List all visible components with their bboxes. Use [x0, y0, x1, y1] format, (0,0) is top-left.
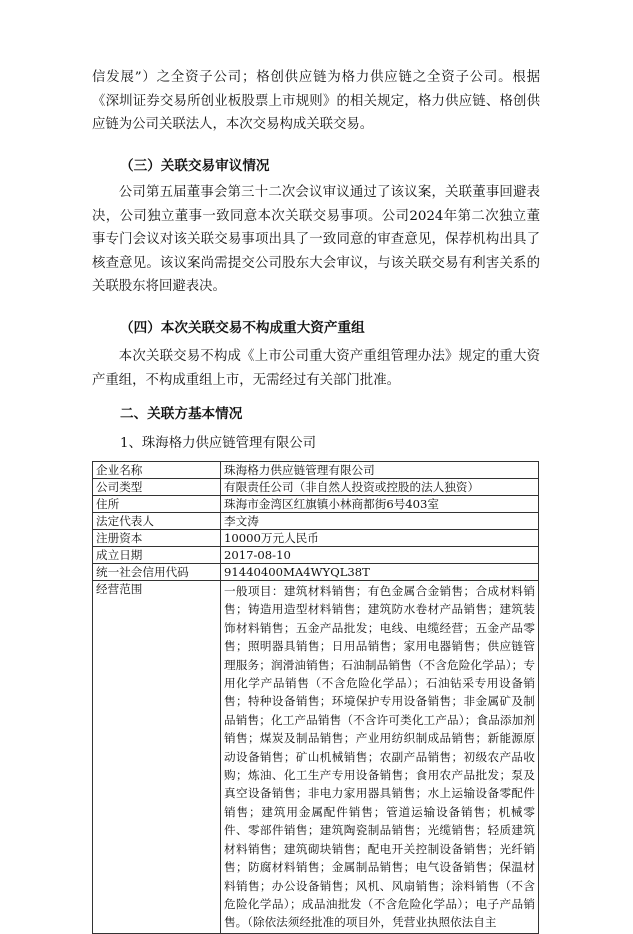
- table-row: [93, 581, 539, 934]
- row-label: 统一社会信用代码: [93, 564, 221, 581]
- table-row: [93, 547, 539, 564]
- table-row: [93, 479, 539, 496]
- row-value: 有限责任公司（非自然人投资或控股的法人独资）: [221, 479, 539, 496]
- table-row: [93, 496, 539, 513]
- row-value: 珠海市金湾区红旗镇小林商都街6号403室: [221, 496, 539, 513]
- row-label: 成立日期: [93, 547, 221, 564]
- table-row: [93, 513, 539, 530]
- heading-review-status: （三）关联交易审议情况: [120, 158, 270, 174]
- row-value: 珠海格力供应链管理有限公司: [221, 462, 539, 479]
- subheading-company-1: 1、珠海格力供应链管理有限公司: [120, 436, 316, 451]
- row-label: 注册资本: [93, 530, 221, 547]
- row-label: 住所: [93, 496, 221, 513]
- heading-not-major-restructuring: （四）本次关联交易不构成重大资产重组: [120, 320, 365, 336]
- row-value: 10000万元人民币: [221, 530, 539, 547]
- table-row: [93, 564, 539, 581]
- row-value: 2017-08-10: [221, 547, 539, 564]
- paragraph-related-party-relation: 信发展”）之全资子公司；格创供应链为格力供应链之全资子公司。根据《深圳证券交易所创业板股票上市规则》的相关规定，格力供应链、格创供应链为公司关联法人，本次交易构成关联交易。: [92, 70, 540, 133]
- table-row: [93, 530, 539, 547]
- row-label: 企业名称: [93, 462, 221, 479]
- company-info-table: [92, 461, 539, 934]
- row-value: 91440400MA4WYQL38T: [221, 564, 539, 581]
- heading-related-party-info: 二、关联方基本情况: [120, 406, 243, 422]
- business-scope-value: 一般项目：建筑材料销售；有色金属合金销售；合成材料销售；铸造用造型材料销售；建筑防水卷材产品销售；建筑装饰材料销售；五金产品批发；电线、电缆经营；五金产品零售；照明器具销售；日用品销售；家用电器销售；供应链管理服务；润滑油销售；石油制品销售（不含危险化学品）；专用化学产品销售（不含危险化学品）；石油钻采专用设备销售；特种设备销售；环境保护专用设备销售；非金属矿及制品销售；化工产品销售（不含许可类化工产品）；食品添加剂销售；煤炭及制品销售；产业用纺织制成品销售；新能源原动设备销售；矿山机械销售；农副产品销售；初级农产品收购；炼油、化工生产专用设备销售；食用农产品批发；泵及真空设备销售；非电力家用器具销售；水上运输设备零配件销售；建筑用金属配件销售；管道运输设备销售；机械零件、零部件销售；建筑陶瓷制品销售；光缆销售；轻质建筑材料销售；建筑砌块销售；配电开关控制设备销售；光纤销售；防腐材料销售；金属制品销售；电气设备销售；保温材料销售；办公设备销售；风机、风扇销售；涂料销售（不含危险化学品）；成品油批发（不含危险化学品）；电子产品销售。（除依法须经批准的项目外，凭营业执照依法自主: [221, 581, 539, 934]
- paragraph-not-major-restructuring: 本次关联交易不构成《上市公司重大资产重组管理办法》规定的重大资产重组，不构成重组上市，无需经过有关部门批准。: [92, 349, 540, 388]
- row-label: 法定代表人: [93, 513, 221, 530]
- paragraph-review-status: 公司第五届董事会第三十二次会议审议通过了该议案，关联董事回避表决，公司独立董事一致同意本次关联交易事项。公司2024年第二次独立董事专门会议对该关联交易事项出具了一致同意的审查意见，保荐机构出具了核查意见。该议案尚需提交公司股东大会审议，与该关联交易有利害关系的关联股东将回避表决。: [92, 185, 540, 295]
- table-row: [93, 462, 539, 479]
- row-label: 经营范围: [93, 581, 221, 934]
- row-value: 李文涛: [221, 513, 539, 530]
- row-label: 公司类型: [93, 479, 221, 496]
